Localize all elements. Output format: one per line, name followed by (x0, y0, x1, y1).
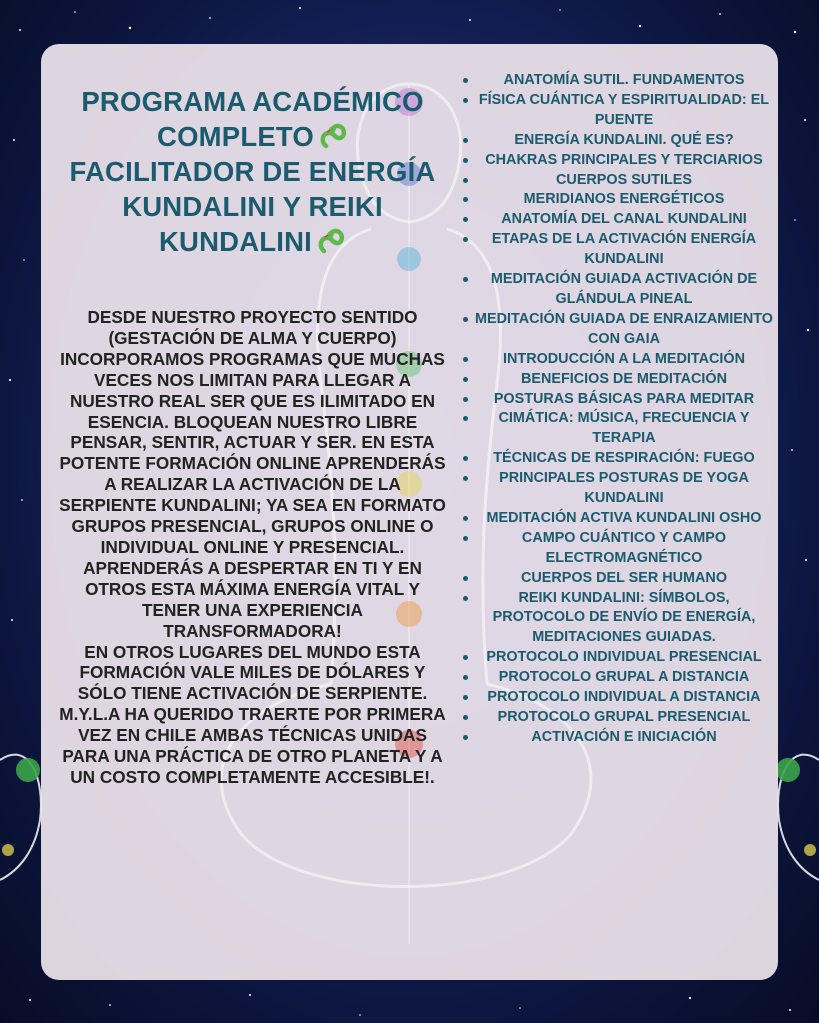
list-item: CAMPO CUÁNTICO Y CAMPO ELECTROMAGNÉTICO (459, 529, 773, 569)
list-item: CHAKRAS PRINCIPALES Y TERCIARIOS (459, 151, 773, 171)
intro-column (55, 84, 450, 788)
list-item: PROTOCOLO GRUPAL PRESENCIAL (459, 708, 773, 728)
list-item: REIKI KUNDALINI: SÍMBOLOS, PROTOCOLO DE ENVÍO DE ENERGÍA, MEDITACIONES GUIADAS. (459, 589, 773, 649)
list-item: ANATOMÍA DEL CANAL KUNDALINI (459, 210, 773, 230)
list-item: CIMÁTICA: MÚSICA, FRECUENCIA Y TERAPIA (459, 409, 773, 449)
modules-column (459, 71, 773, 748)
description-paragraph: DESDE NUESTRO PROYECTO SENTIDO (GESTACIÓN DE ALMA Y CUERPO) INCORPORAMOS PROGRAMAS QUE MUCHAS VECES NOS LIMITAN PARA LLEGAR A NUESTRO REAL SER QUE ES ILIMITADO EN ESENCIA. BLOQUEAN NUESTRO LIBRE PENSAR, SENTIR, ACTUAR Y SER. EN ESTA POTENTE FORMACIÓN ONLINE APRENDERÁS A REALIZAR LA ACTIVACIÓN DE LA SERPIENTE KUNDALINI; YA SEA EN FORMATO GRUPOS PRESENCIAL, GRUPOS ONLINE O INDIVIDUAL ONLINE Y PRESENCIAL. APRENDERÁS A DESPERTAR EN TI Y EN OTROS ESTA MÁXIMA ENERGÍA VITAL Y TENER UNA EXPERIENCIA TRANSFORMADORA! (59, 307, 446, 641)
list-item: MERIDIANOS ENERGÉTICOS (459, 190, 773, 210)
list-item: ENERGÍA KUNDALINI. QUÉ ES? (459, 131, 773, 151)
snake-icon (316, 225, 346, 255)
title-line-5: KUNDALINI (158, 226, 313, 257)
list-item: ACTIVACIÓN E INICIACIÓN (459, 728, 773, 748)
list-item: POSTURAS BÁSICAS PARA MEDITAR (459, 390, 773, 410)
list-item: MEDITACIÓN GUIADA ACTIVACIÓN DE GLÁNDULA PINEAL (459, 270, 773, 310)
list-item: ETAPAS DE LA ACTIVACIÓN ENERGÍA KUNDALINI (459, 230, 773, 270)
list-item: BENEFICIOS DE MEDITACIÓN (459, 370, 773, 390)
list-item: CUERPOS SUTILES (459, 171, 773, 191)
title-line-1: PROGRAMA ACADÉMICO (81, 86, 424, 117)
list-item: TÉCNICAS DE RESPIRACIÓN: FUEGO (459, 449, 773, 469)
title-line-4: KUNDALINI Y REIKI (122, 191, 383, 222)
snake-icon (318, 120, 348, 150)
description-paragraph: EN OTROS LUGARES DEL MUNDO ESTA FORMACIÓN VALE MILES DE DÓLARES Y SÓLO TIENE ACTIVACIÓN DE SERPIENTE. (77, 641, 428, 704)
list-item: CUERPOS DEL SER HUMANO (459, 569, 773, 589)
title-line-3: FACILITADOR DE ENERGÍA (69, 156, 436, 187)
list-item: MEDITACIÓN ACTIVA KUNDALINI OSHO (459, 509, 773, 529)
list-item: PROTOCOLO GRUPAL A DISTANCIA (459, 668, 773, 688)
list-item: PROTOCOLO INDIVIDUAL PRESENCIAL (459, 648, 773, 668)
list-item: ANATOMÍA SUTIL. FUNDAMENTOS (459, 71, 773, 91)
title-line-2: COMPLETO (157, 121, 314, 152)
page-title (55, 84, 450, 259)
list-item: PROTOCOLO INDIVIDUAL A DISTANCIA (459, 688, 773, 708)
content-card (41, 44, 778, 980)
modules-list (459, 71, 773, 748)
list-item: MEDITACIÓN GUIADA DE ENRAIZAMIENTO CON GAIA (459, 310, 773, 350)
list-item: PRINCIPALES POSTURAS DE YOGA KUNDALINI (459, 469, 773, 509)
list-item: INTRODUCCIÓN A LA MEDITACIÓN (459, 350, 773, 370)
description-paragraph: M.Y.L.A HA QUERIDO TRAERTE POR PRIMERA VEZ EN CHILE AMBAS TÉCNICAS UNIDAS PARA UNA PRÁCTICA DE OTRO PLANETA Y A UN COSTO COMPLETAMENTE ACCESIBLE!. (59, 704, 446, 787)
program-description (55, 307, 450, 788)
list-item: FÍSICA CUÁNTICA Y ESPIRITUALIDAD: EL PUENTE (459, 91, 773, 131)
